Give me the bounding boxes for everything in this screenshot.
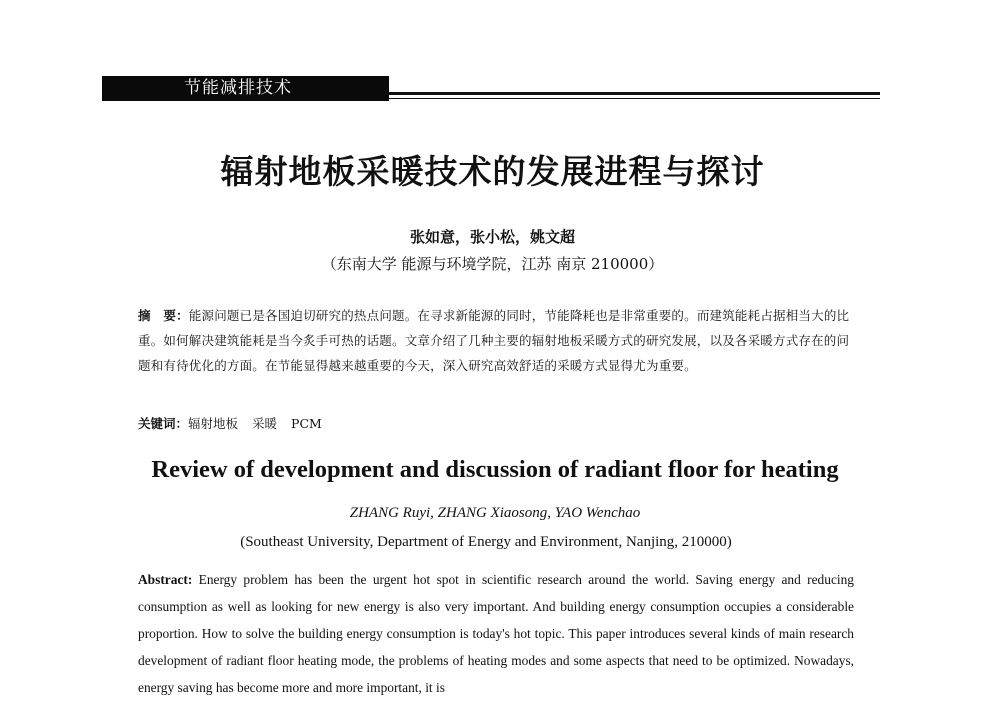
english-affiliation: (Southeast University, Department of Energy and Environment, Nanjing, 210000) <box>240 534 732 550</box>
section-banner <box>102 76 389 101</box>
keyword: PCM <box>291 416 322 431</box>
chinese-title: 辐射地板采暖技术的发展进程与探讨 <box>220 152 765 191</box>
keyword: 辐射地板 <box>188 416 239 431</box>
chinese-authors: 张如意，张小松，姚文超 <box>409 228 575 246</box>
section-label: 节能减排技术 <box>184 78 292 98</box>
chinese-keywords-label: 关键词： <box>138 416 189 431</box>
chinese-abstract-text: 能源问题已是各国迫切研究的热点问题。在寻求新能源的同时，节能降耗也是非常重要的。而建筑能耗占据相当大的比重。如何解决建筑能耗是当今炙手可热的话题。文章介绍了几种主要的辐射地板采暖方式的研究发展，以及各采暖方式存在的问题和有待优化的方面。在节能显得越来越重要的今天，深入研究高效舒适的采暖方式显得尤为重要。 <box>138 308 850 373</box>
english-abstract <box>138 566 854 701</box>
chinese-keywords <box>138 411 856 436</box>
chinese-abstract-label: 摘 要： <box>138 308 189 323</box>
keyword: 采暖 <box>252 416 278 431</box>
english-abstract-text: Energy problem has been the urgent hot spot in scientific research around the world. Saving energy and reducing consumption as well as looking for new energy is also very important. And building energy consumption occupies a considerable proportion. How to solve the building energy consumption is today's hot topic. This paper introduces several kinds of main research development of radiant floor heating mode, the problems of heating modes and some aspects that need to be optimized. Nowadays, energy saving has become more and more important, it is <box>138 572 854 695</box>
header-rule-thin <box>389 98 880 99</box>
chinese-affiliation: （东南大学 能源与环境学院，江苏 南京 210000） <box>321 255 664 273</box>
chinese-abstract <box>138 303 856 378</box>
english-abstract-label: Abstract: <box>138 572 193 587</box>
english-title: Review of development and discussion of radiant floor for heating <box>151 456 839 483</box>
header-rule-thick <box>389 92 880 95</box>
english-authors: ZHANG Ruyi, ZHANG Xiaosong, YAO Wenchao <box>349 505 641 521</box>
